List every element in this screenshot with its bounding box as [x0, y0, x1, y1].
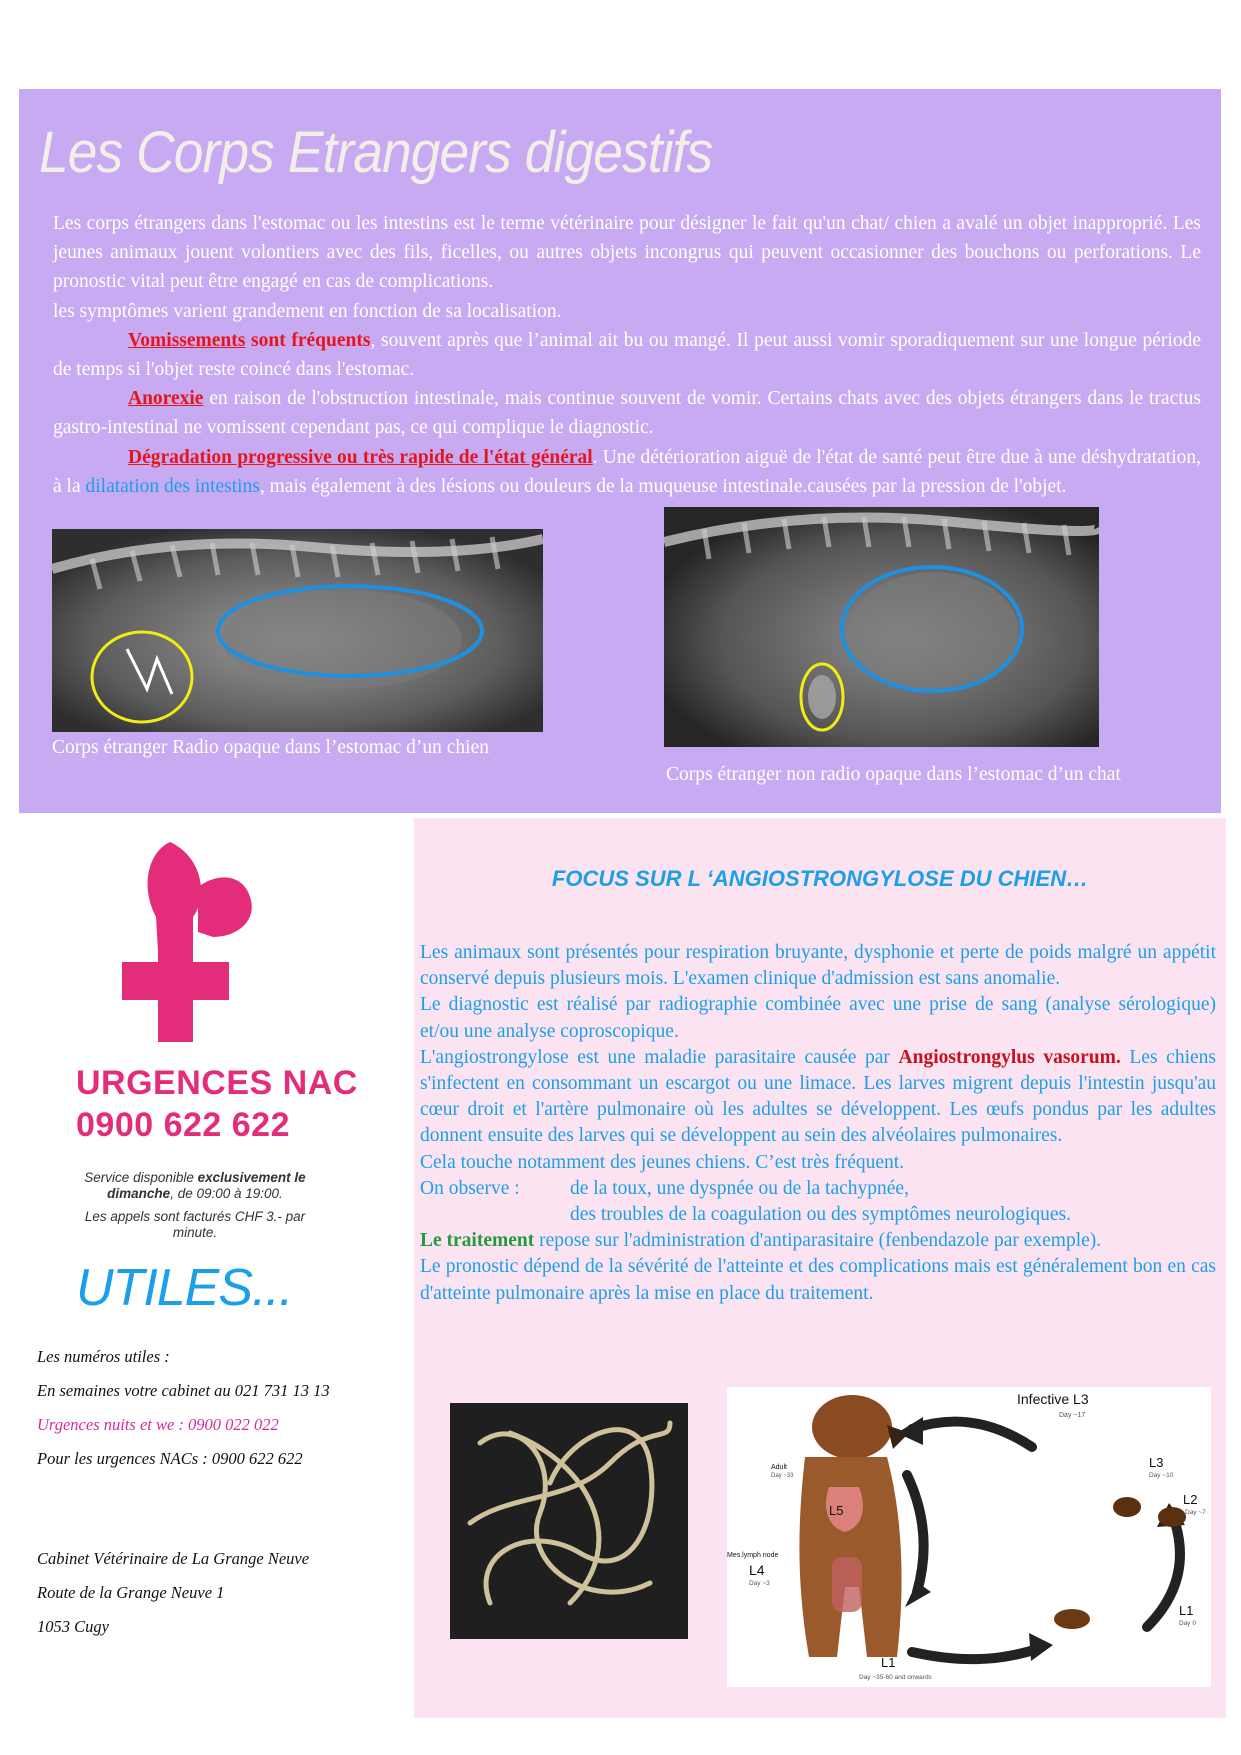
- symptom-anorexia: [53, 384, 1201, 442]
- symptom-anorexia-key: Anorexie: [128, 388, 204, 410]
- symptom-vomiting-key: Vomissements: [128, 329, 246, 351]
- foreign-bodies-section: [19, 89, 1221, 813]
- focus-paragraph-3: [420, 1045, 1216, 1150]
- nac-fee: Les appels sont facturés CHF 3.- par minute.: [84, 1209, 306, 1240]
- label-mes-lymph-node: Mes.lymph node: [727, 1552, 779, 1559]
- focus-heading: FOCUS SUR L ‘ANGIOSTRONGYLOSE DU CHIEN…: [551, 866, 1089, 891]
- nac-service-a: Service disponible: [84, 1170, 198, 1185]
- label-l4-day: Day ~3: [749, 1580, 770, 1587]
- treatment-paragraph: [420, 1228, 1216, 1254]
- useful-numbers: [37, 1340, 330, 1644]
- nac-logo: [118, 842, 318, 1042]
- worm-icon: [450, 1403, 688, 1639]
- xray-dog-image: [52, 529, 543, 732]
- worm-photo: [450, 1403, 688, 1639]
- treatment-text: repose sur l'administration d'antiparasitaire (fenbendazole par exemple).: [534, 1230, 1102, 1252]
- label-infective-day: Day ~17: [1059, 1412, 1086, 1419]
- observation-2: des troubles de la coagulation ou des symptômes neurologiques.: [570, 1204, 1071, 1226]
- symptom-vomiting-key2: sont fréquents: [245, 329, 371, 351]
- nac-emergency-number: Pour les urgences NACs : 0900 622 622: [37, 1449, 303, 1468]
- label-l1-bottom-day: Day ~35-60 and onwards: [859, 1674, 932, 1681]
- cabinet-city: 1053 Cugy: [37, 1617, 109, 1636]
- symptom-vomiting: [53, 326, 1201, 384]
- caption-dog-xray: Corps étranger Radio opaque dans l’estomac d’un chien: [52, 737, 489, 758]
- caption-cat-xray: Corps étranger non radio opaque dans l’estomac d’un chat: [666, 764, 1121, 785]
- label-l3-day: Day ~10: [1149, 1472, 1174, 1479]
- nac-service-info: [70, 1170, 320, 1248]
- observation-label: On observe :: [420, 1177, 520, 1199]
- symptom-degradation-text-a: . Une détérioration aiguë de l'état de santé peut être due à une déshydratation, à la: [53, 446, 1201, 497]
- dog-illustration: [799, 1395, 909, 1657]
- focus-paragraph-2: Le diagnostic est réalisé par radiographie combinée avec une prise de sang (analyse sérologique) et/ou une analyse coproscopique.: [420, 994, 1216, 1042]
- intro-text-block: [53, 209, 1201, 501]
- label-adult: Adult: [771, 1464, 787, 1471]
- treatment-key: Le traitement: [420, 1230, 535, 1252]
- nac-phone-number: 0900 622 622: [76, 1106, 290, 1144]
- label-l1-bottom: L1: [881, 1655, 896, 1670]
- focus-paragraph-1: Les animaux sont présentés pour respiration bruyante, dysphonie et perte de poids malgré un appétit conservé depuis plusieurs mois. L'examen clinique d'admission est sans anomalie.: [420, 942, 1216, 990]
- observation-line-1: [420, 1176, 1216, 1202]
- symptoms-intro: les symptômes varient grandement en fonction de sa localisation.: [53, 300, 562, 322]
- label-l5: L5: [829, 1503, 844, 1518]
- nac-service-b: , de 09:00 à 19:00.: [170, 1185, 283, 1201]
- label-l1-right-day: Day 0: [1179, 1620, 1196, 1627]
- symptom-degradation: [53, 443, 1201, 501]
- utiles-heading: UTILES...: [76, 1259, 293, 1317]
- label-adult-day: Day ~33: [771, 1473, 794, 1479]
- prognosis-paragraph: Le pronostic dépend de la sévérité de l'atteinte et des complications mais est généralement bon en cas d'atteinte pulmonaire après la mise en place du traitement.: [420, 1256, 1216, 1304]
- nac-title-line1: URGENCES NAC: [76, 1064, 358, 1102]
- label-l4: L4: [749, 1562, 765, 1578]
- label-l1-right: L1: [1179, 1603, 1194, 1618]
- nac-emergency-title: [76, 1062, 358, 1146]
- section-title: Les Corps Etrangers digestifs: [39, 120, 713, 185]
- cabinet-name: Cabinet Vétérinaire de La Grange Neuve: [37, 1549, 310, 1568]
- label-l2-day: Day ~7: [1185, 1509, 1206, 1516]
- nac-service-hours: [70, 1170, 320, 1201]
- focus-paragraph-4: Cela touche notamment des jeunes chiens. C’est très fréquent.: [420, 1151, 905, 1173]
- label-l2: L2: [1183, 1492, 1198, 1507]
- focus-p3-a: L'angiostrongylose est une maladie parasitaire causée par: [420, 1046, 899, 1068]
- xray-cat-image: [664, 507, 1099, 747]
- parasite-name: Angiostrongylus vasorum.: [898, 1046, 1121, 1068]
- symptom-vomiting-text: , souvent après que l’animal ait bu ou mangé. Il peut aussi vomir sporadiquement sur une longue période de temps si l'objet reste coincé dans l'estomac.: [53, 329, 1201, 381]
- symptom-degradation-link-text: dilatation des intestins: [85, 475, 260, 497]
- rabbit-cross-logo-icon: [118, 842, 318, 1042]
- night-weekend-number: Urgences nuits et we : 0900 022 022: [37, 1415, 279, 1434]
- contacts-spacer: [37, 1476, 330, 1542]
- useful-numbers-label: Les numéros utiles :: [37, 1347, 170, 1366]
- weekday-cabinet-number: En semaines votre cabinet au 021 731 13 13: [37, 1381, 330, 1400]
- focus-p3-b: Les chiens s'infectent en consommant un escargot ou une limace. Les larves migrent depuis l'intestin jusqu'au cœur droit et l'artère pulmonaire où les adultes se développent. Les œufs pondus par les adultes donnent ensuite des larves qui se développent au sein des alvéolaires pulmonaires.: [420, 1046, 1216, 1147]
- symptom-degradation-text-b: , mais également à des lésions ou douleurs de la muqueuse intestinale.causées par la pression de l'objet.: [259, 475, 1067, 497]
- label-infective-l3: Infective L3: [1017, 1391, 1089, 1407]
- focus-text-block: [420, 940, 1216, 1307]
- nac-service-bold: exclusivement le dimanche: [107, 1170, 306, 1201]
- intro-paragraph: Les corps étrangers dans l'estomac ou les intestins est le terme vétérinaire pour désigner le fait qu'un chat/ chien a avalé un objet inapproprié. Les jeunes animaux jouent volontiers avec des fils, ficelles, ou autres objets incongrus qui peuvent occasionner des bouchons ou perforations. Le pronostic vital peut être engagé en cas de complications.: [53, 213, 1201, 293]
- cabinet-street: Route de la Grange Neuve 1: [37, 1583, 225, 1602]
- lifecycle-diagram: [727, 1387, 1211, 1687]
- lifecycle-svg: [727, 1387, 1211, 1687]
- observation-1: de la toux, une dyspnée ou de la tachypnée,: [570, 1177, 909, 1199]
- symptom-degradation-key: Dégradation progressive ou très rapide de l'état général: [128, 446, 593, 468]
- symptom-anorexia-text: en raison de l'obstruction intestinale, mais continue souvent de vomir. Certains chats avec des objets étrangers dans le tractus gastro-intestinal ne vomissent cependant pas, ce qui complique le diagnostic.: [53, 388, 1201, 439]
- label-l3: L3: [1149, 1455, 1164, 1470]
